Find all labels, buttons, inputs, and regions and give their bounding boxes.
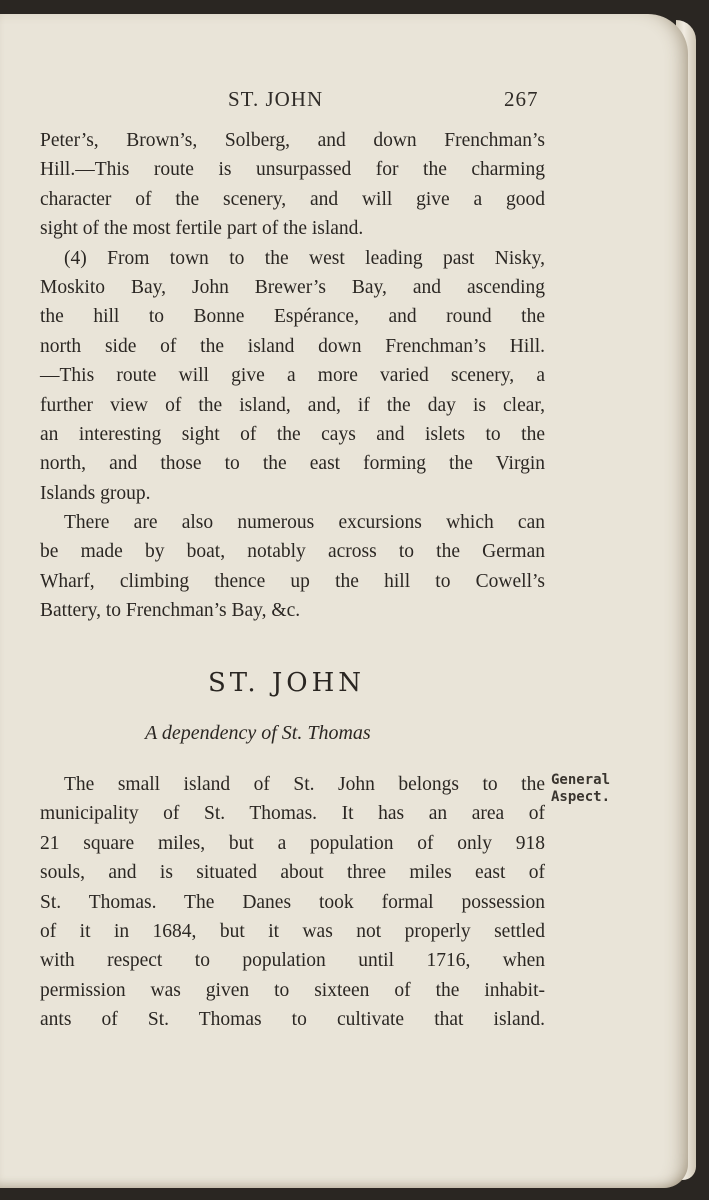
paragraph-start: (4) From town to the west leading past Nisky, [64,247,545,269]
text-line: further view of the island, and, if the day is clear, [40,394,545,416]
text-line: an interesting sight of the cays and islets to the [40,423,545,445]
body-text-top [40,126,545,626]
text-line: municipality of St. Thomas. It has an area of [40,803,545,825]
text-line: souls, and is situated about three miles east of [40,862,545,884]
margin-note-line: General [551,772,611,788]
text-line: of it in 1684, but it was not properly settled [40,920,545,942]
text-line: —This route will give a more varied scenery, a [40,365,545,387]
text-line: character of the scenery, and will give a good [40,188,545,210]
text-line: Moskito Bay, John Brewer’s Bay, and ascending [40,276,545,298]
margin-note-line: Aspect. [551,789,611,805]
running-title: ST. JOHN [228,87,324,111]
text-line: St. Thomas. The Danes took formal possession [40,891,545,913]
text-line: with respect to population until 1716, when [40,950,545,972]
paragraph-start: There are also numerous excursions which can [64,512,545,534]
text-line: north, and those to the east forming the Virgin [40,453,545,475]
text-line: 21 square miles, but a population of only 918 [40,832,545,854]
section-subtitle: A dependency of St. Thomas [145,722,371,744]
text-line: Peter’s, Brown’s, Solberg, and down Frenchman’s [40,130,545,151]
text-line: north side of the island down Frenchman’s Hill. [40,335,545,357]
page-number: 267 [504,87,539,111]
text-line: Islands group. [40,482,151,504]
paragraph-start: The small island of St. John belongs to the [64,774,545,795]
book-binding [0,0,709,14]
text-line: permission was given to sixteen of the inhabit- [40,979,545,1001]
section-title: ST. JOHN [208,668,366,698]
text-line: Hill.—This route is unsurpassed for the charming [40,159,545,181]
text-line: sight of the most fertile part of the island. [40,218,364,240]
text-line: the hill to Bonne Espérance, and round the [40,306,545,328]
text-line: Wharf, climbing thence up the hill to Cowell’s [40,570,545,592]
text-line: ants of St. Thomas to cultivate that island. [40,1009,545,1031]
body-text-bottom [40,770,545,1035]
text-line: Battery, to Frenchman’s Bay, &c. [40,600,301,622]
margin-note [551,772,610,806]
text-line: be made by boat, notably across to the German [40,541,545,563]
